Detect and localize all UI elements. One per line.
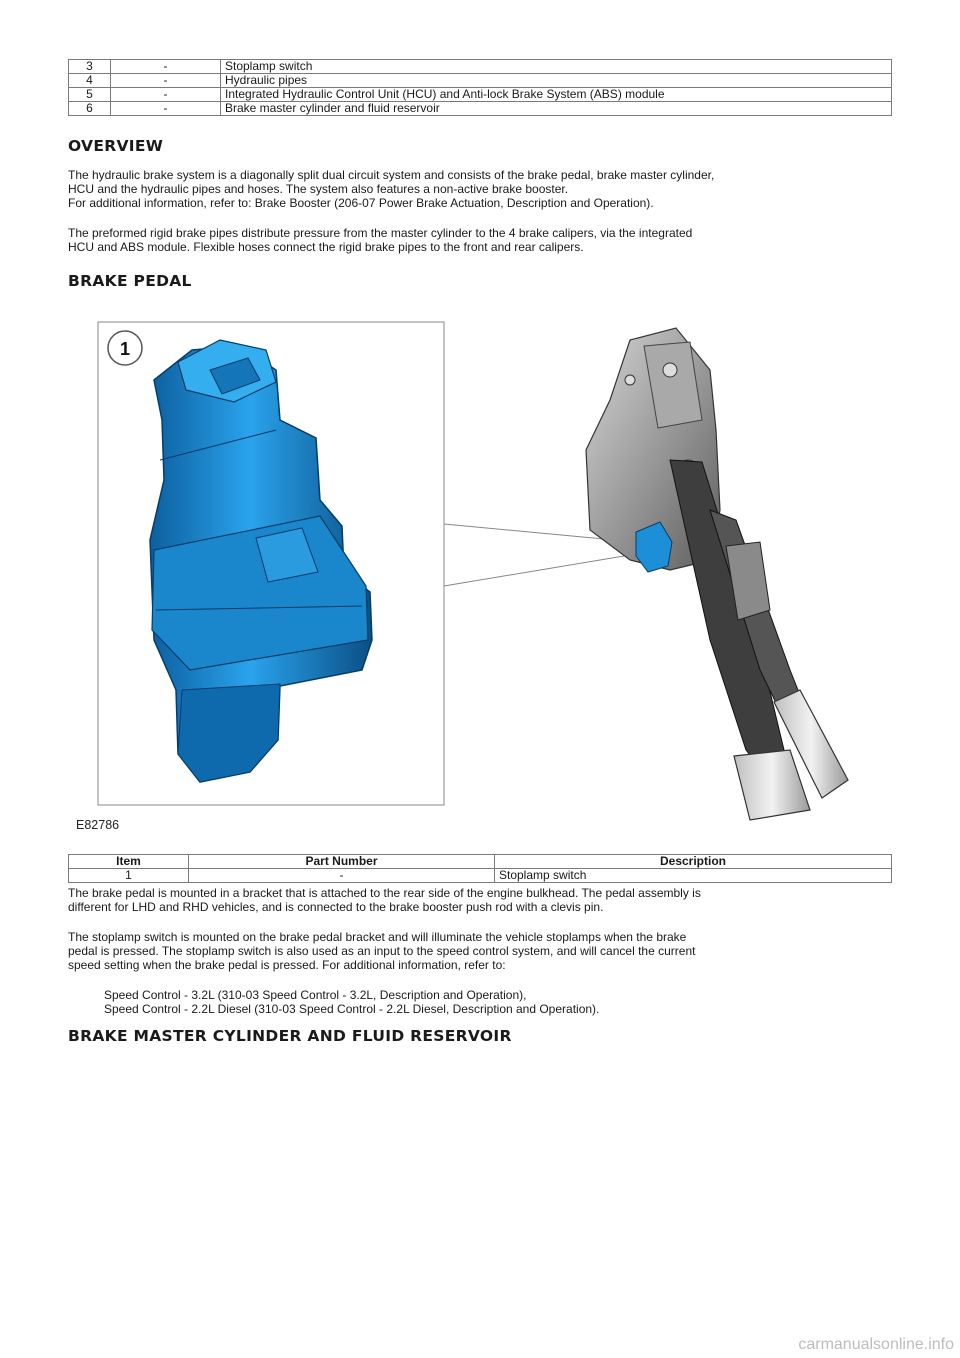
figure-code: E82786 <box>76 818 120 832</box>
reference-link[interactable]: Speed Control - 2.2L Diesel (310-03 Speed Control - 2.2L Diesel, Description and Operation). <box>104 1002 600 1016</box>
part-cell: - <box>111 60 221 74</box>
description-cell: Brake master cylinder and fluid reservoir <box>221 102 892 116</box>
table-row <box>69 60 892 74</box>
brake-pedal-table <box>68 854 892 883</box>
description-cell: Stoplamp switch <box>221 60 892 74</box>
overview-paragraph-1 <box>68 168 898 210</box>
text-line: The stoplamp switch is mounted on the brake pedal bracket and will illuminate the vehicle stoplamps when the brake <box>68 930 687 944</box>
item-cell: 1 <box>69 869 189 883</box>
pedal-assembly-illustration <box>586 328 848 820</box>
table-row <box>69 74 892 88</box>
text-line: pedal is pressed. The stoplamp switch is also used as an input to the speed control system, and will cancel the current <box>68 944 696 958</box>
overview-paragraph-2 <box>68 226 898 254</box>
text-line: HCU and the hydraulic pipes and hoses. The system also features a non-active brake booster. <box>68 182 569 196</box>
description-cell: Integrated Hydraulic Control Unit (HCU) and Anti-lock Brake System (ABS) module <box>221 88 892 102</box>
brake-pedal-paragraph-2 <box>68 930 898 972</box>
callout-number: 1 <box>119 339 131 359</box>
part-cell: - <box>111 88 221 102</box>
brake-pedal-figure <box>70 310 890 840</box>
text-line: speed setting when the brake pedal is pressed. For additional information, refer to: <box>68 958 506 972</box>
brake-pedal-heading: BRAKE PEDAL <box>68 272 192 290</box>
watermark: carmanualsonline.info <box>798 1336 954 1353</box>
text-line: The brake pedal is mounted in a bracket that is attached to the rear side of the engine bulkhead. The pedal assembly is <box>68 886 701 900</box>
table-row <box>69 102 892 116</box>
table-row <box>69 869 892 883</box>
text-line: The hydraulic brake system is a diagonally split dual circuit system and consists of the brake pedal, brake master cylinder, <box>68 168 715 182</box>
part-cell: - <box>189 869 495 883</box>
part-cell: - <box>111 102 221 116</box>
description-cell: Stoplamp switch <box>495 869 892 883</box>
item-cell: 3 <box>69 60 111 74</box>
column-header-description: Description <box>495 855 892 869</box>
master-cylinder-heading: BRAKE MASTER CYLINDER AND FLUID RESERVOIR <box>68 1027 512 1045</box>
item-cell: 4 <box>69 74 111 88</box>
table-row <box>69 88 892 102</box>
brake-pedal-table-container <box>68 854 892 883</box>
item-cell: 6 <box>69 102 111 116</box>
leader-line <box>444 554 636 586</box>
description-cell: Hydraulic pipes <box>221 74 892 88</box>
brake-pedal-illustration <box>70 310 890 840</box>
text-line: different for LHD and RHD vehicles, and is connected to the brake booster push rod with a clevis pin. <box>68 900 604 914</box>
column-header-item: Item <box>69 855 189 869</box>
part-cell: - <box>111 74 221 88</box>
overview-heading: OVERVIEW <box>68 137 164 155</box>
brake-pedal-pad <box>734 750 810 820</box>
table-header-row <box>69 855 892 869</box>
text-line: HCU and ABS module. Flexible hoses connect the rigid brake pipes to the front and rear calipers. <box>68 240 584 254</box>
reference-link[interactable]: Speed Control - 3.2L (310-03 Speed Control - 3.2L, Description and Operation), <box>104 988 527 1002</box>
item-cell: 5 <box>69 88 111 102</box>
top-parts-table-container <box>68 59 892 116</box>
text-line: The preformed rigid brake pipes distribute pressure from the master cylinder to the 4 brake calipers, via the integrated <box>68 226 693 240</box>
top-parts-table <box>68 59 892 116</box>
column-header-part-number: Part Number <box>189 855 495 869</box>
reference-list <box>68 988 934 1016</box>
text-line: For additional information, refer to: Brake Booster (206-07 Power Brake Actuation, Description and Operation). <box>68 196 654 210</box>
brake-pedal-paragraph-1 <box>68 886 898 914</box>
